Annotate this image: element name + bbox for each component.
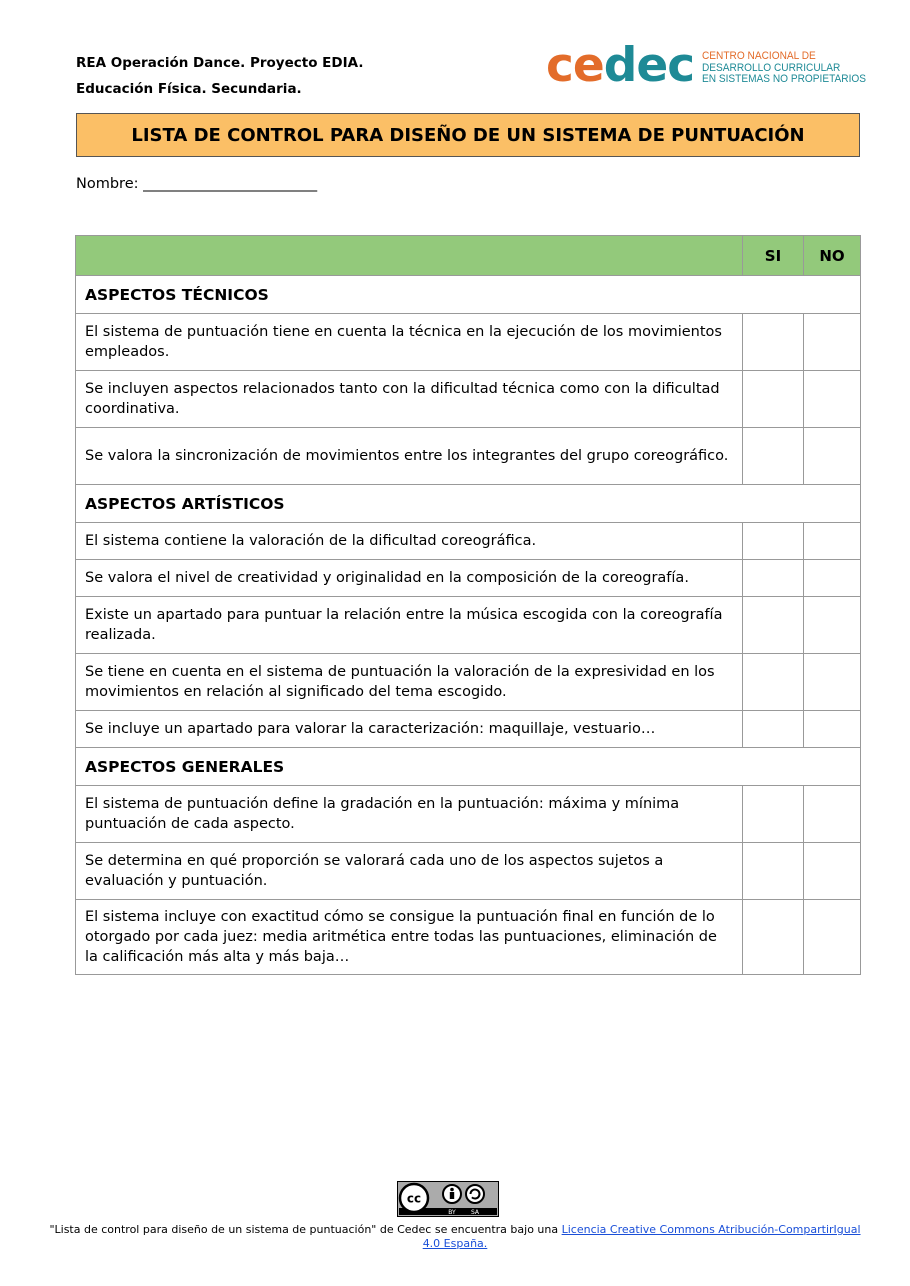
criterion-text: Se determina en qué proporción se valorará cada uno de los aspectos sujetos a evaluación y puntuación. bbox=[76, 843, 743, 900]
cedec-logo bbox=[546, 38, 880, 93]
cc-by-sa-badge[interactable] bbox=[397, 1181, 499, 1217]
logo-subtitle bbox=[702, 51, 866, 86]
criterion-text: Se incluye un apartado para valorar la caracterización: maquillaje, vestuario… bbox=[76, 711, 743, 748]
table-row bbox=[76, 523, 861, 560]
table-row bbox=[76, 371, 861, 428]
no-cell[interactable] bbox=[804, 654, 861, 711]
logo-word-part1: ce bbox=[546, 38, 604, 93]
header-left bbox=[76, 50, 363, 102]
column-no: NO bbox=[804, 236, 861, 276]
sa-icon bbox=[466, 1185, 484, 1203]
criterion-text: El sistema de puntuación define la gradación en la puntuación: máxima y mínima puntuación de cada aspecto. bbox=[76, 786, 743, 843]
no-cell[interactable] bbox=[804, 428, 861, 485]
svg-text:cc: cc bbox=[406, 1191, 422, 1206]
no-cell[interactable] bbox=[804, 560, 861, 597]
nombre-field[interactable]: Nombre: ________________________ bbox=[76, 176, 318, 192]
no-cell[interactable] bbox=[804, 711, 861, 748]
column-si: SI bbox=[743, 236, 804, 276]
header-subject-line: Educación Física. Secundaria. bbox=[76, 81, 302, 97]
license-text: "Lista de control para diseño de un sistema de puntuación" de Cedec se encuentra bajo una bbox=[49, 1223, 562, 1236]
section-row bbox=[76, 276, 861, 314]
table-row bbox=[76, 843, 861, 900]
section-row bbox=[76, 485, 861, 523]
si-cell[interactable] bbox=[743, 523, 804, 560]
si-cell[interactable] bbox=[743, 314, 804, 371]
license-footer bbox=[40, 1223, 870, 1251]
criterion-text: El sistema incluye con exactitud cómo se consigue la puntuación final en función de lo otorgado por cada juez: media aritmética entre todas las puntuaciones, eliminación de la calificación más alta y más baja… bbox=[76, 900, 743, 975]
section-artisticos-title: ASPECTOS ARTÍSTICOS bbox=[76, 485, 861, 523]
si-cell[interactable] bbox=[743, 654, 804, 711]
si-cell[interactable] bbox=[743, 786, 804, 843]
criterion-text: El sistema contiene la valoración de la dificultad coreográfica. bbox=[76, 523, 743, 560]
si-cell[interactable] bbox=[743, 711, 804, 748]
header-project-line: REA Operación Dance. Proyecto EDIA. bbox=[76, 55, 364, 71]
table-row bbox=[76, 428, 861, 485]
criterion-text: Se incluyen aspectos relacionados tanto con la dificultad técnica como con la dificultad coordinativa. bbox=[76, 371, 743, 428]
no-cell[interactable] bbox=[804, 371, 861, 428]
checklist-table bbox=[75, 235, 861, 975]
table-row bbox=[76, 560, 861, 597]
table-row bbox=[76, 711, 861, 748]
cc-by-label: BY bbox=[448, 1209, 456, 1216]
table-row bbox=[76, 900, 861, 975]
si-cell[interactable] bbox=[743, 900, 804, 975]
si-cell[interactable] bbox=[743, 560, 804, 597]
no-cell[interactable] bbox=[804, 843, 861, 900]
si-cell[interactable] bbox=[743, 843, 804, 900]
criterion-text: Existe un apartado para puntuar la relación entre la música escogida con la coreografía realizada. bbox=[76, 597, 743, 654]
si-cell[interactable] bbox=[743, 428, 804, 485]
table-row bbox=[76, 654, 861, 711]
no-cell[interactable] bbox=[804, 786, 861, 843]
logo-sub-line3: EN SISTEMAS NO PROPIETARIOS bbox=[702, 73, 867, 85]
document-title: LISTA DE CONTROL PARA DISEÑO DE UN SISTEMA DE PUNTUACIÓN bbox=[76, 113, 860, 157]
criterion-text: Se valora la sincronización de movimientos entre los integrantes del grupo coreográfico. bbox=[76, 428, 743, 485]
table-row bbox=[76, 314, 861, 371]
no-cell[interactable] bbox=[804, 900, 861, 975]
cc-sa-label: SA bbox=[470, 1209, 480, 1216]
logo-word-part2: dec bbox=[603, 38, 695, 93]
license-link[interactable]: Licencia Creative Commons Atribución-CompartirIgual 4.0 España. bbox=[422, 1223, 861, 1250]
logo-sub-line1: CENTRO NACIONAL DE bbox=[702, 50, 816, 62]
si-cell[interactable] bbox=[743, 597, 804, 654]
criterion-text: El sistema de puntuación tiene en cuenta la técnica en la ejecución de los movimientos empleados. bbox=[76, 314, 743, 371]
logo-sub-line2: DESARROLLO CURRICULAR bbox=[702, 61, 841, 74]
si-cell[interactable] bbox=[743, 371, 804, 428]
no-cell[interactable] bbox=[804, 597, 861, 654]
table-row bbox=[76, 786, 861, 843]
no-cell[interactable] bbox=[804, 523, 861, 560]
header-blank-cell bbox=[76, 236, 743, 276]
no-cell[interactable] bbox=[804, 314, 861, 371]
criterion-text: Se tiene en cuenta en el sistema de puntuación la valoración de la expresividad en los movimientos en relación al significado del tema escogido. bbox=[76, 654, 743, 711]
section-generales-title: ASPECTOS GENERALES bbox=[76, 748, 861, 786]
criterion-text: Se valora el nivel de creatividad y originalidad en la composición de la coreografía. bbox=[76, 560, 743, 597]
section-row bbox=[76, 748, 861, 786]
table-row bbox=[76, 597, 861, 654]
section-tecnicos-title: ASPECTOS TÉCNICOS bbox=[76, 276, 861, 314]
logo-wordmark bbox=[546, 38, 695, 93]
table-header-row bbox=[76, 236, 861, 276]
